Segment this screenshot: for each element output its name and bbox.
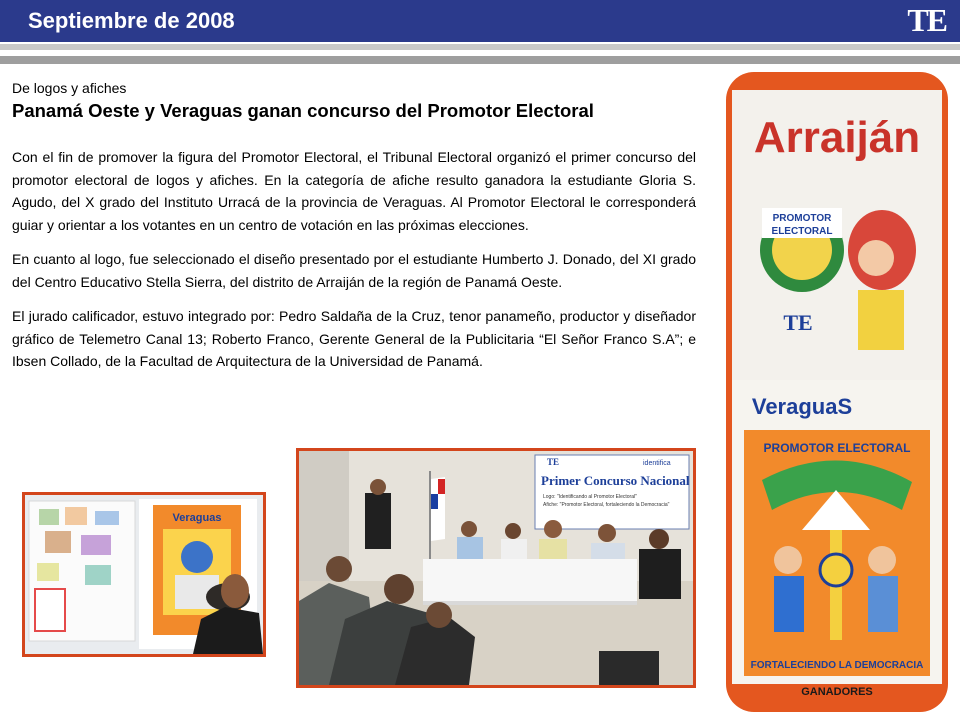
page-title: Septiembre de 2008 xyxy=(28,8,235,33)
te-mark: TE xyxy=(783,310,813,335)
banner-sub1: Logo: "Identificando al Promotor Electoral" xyxy=(543,494,637,500)
divider-dark xyxy=(0,56,960,64)
veraguas-title: VeraguaS xyxy=(751,394,853,419)
arraijan-title: Arraiján xyxy=(753,113,921,162)
poster-bottom-text: FORTALECIENDO LA DEMOCRACIA xyxy=(750,660,924,671)
banner-sub2: Afiche: "Promotor Electoral, fortaleciendo la Democracia" xyxy=(543,502,670,508)
poster-title: PROMOTOR ELECTORAL xyxy=(763,441,911,455)
article-body xyxy=(12,146,696,385)
paragraph-1: Con el fin de promover la figura del Promotor Electoral, el Tribunal Electoral organizó el primer concurso del promotor electoral de logos y afiches. En la categoría de afiche resulto ganadora la estudiante Gloria S. Agudo, del X grado del Instituto Urracá de la provincia de Veraguas. Al Promotor Electoral le corresponderá guiar y orientar a los votantes en un centro de votación en las próximas elecciones. xyxy=(12,149,696,233)
banner-brand: TE xyxy=(547,457,560,467)
banner-title: Primer Concurso Nacional xyxy=(541,473,690,488)
winners-caption: GANADORES xyxy=(801,686,873,698)
logo-word-2: ELECTORAL xyxy=(771,226,833,237)
winners-panel xyxy=(726,72,948,712)
exhibit-photo-illustration xyxy=(25,495,263,654)
header-bar xyxy=(0,0,960,42)
panel-photo xyxy=(296,448,696,688)
divider-light xyxy=(0,44,960,50)
paragraph-3: El jurado calificador, estuvo integrado por: Pedro Saldaña de la Cruz, tenor panameño, productor y diseñador gráfico de Telemetro Canal 13; Roberto Franco, Gerente General de la Publicitaria “El Señor Franco S.A”; e Ibsen Collado, de la Facultad de Arquitectura de la Universidad de Panamá. xyxy=(12,308,696,369)
winners-image xyxy=(732,90,942,684)
exhibit-sign-text: Veraguas xyxy=(172,512,222,524)
logo-word-1: PROMOTOR xyxy=(772,213,832,224)
banner-small: identifica xyxy=(643,460,671,467)
winners-illustration xyxy=(732,90,942,684)
te-logo: TE xyxy=(907,2,946,38)
exhibit-photo xyxy=(22,492,266,657)
article-kicker: De logos y afiches xyxy=(12,80,127,96)
panel-photo-illustration xyxy=(299,451,693,685)
paragraph-2: En cuanto al logo, fue seleccionado el diseño presentado por el estudiante Humberto J. Donado, del XI grado del Centro Educativo Stella Sierra, del distrito de Arraiján de la región de Panamá Oeste. xyxy=(12,251,696,290)
article-headline: Panamá Oeste y Veraguas ganan concurso del Promotor Electoral xyxy=(12,100,594,121)
